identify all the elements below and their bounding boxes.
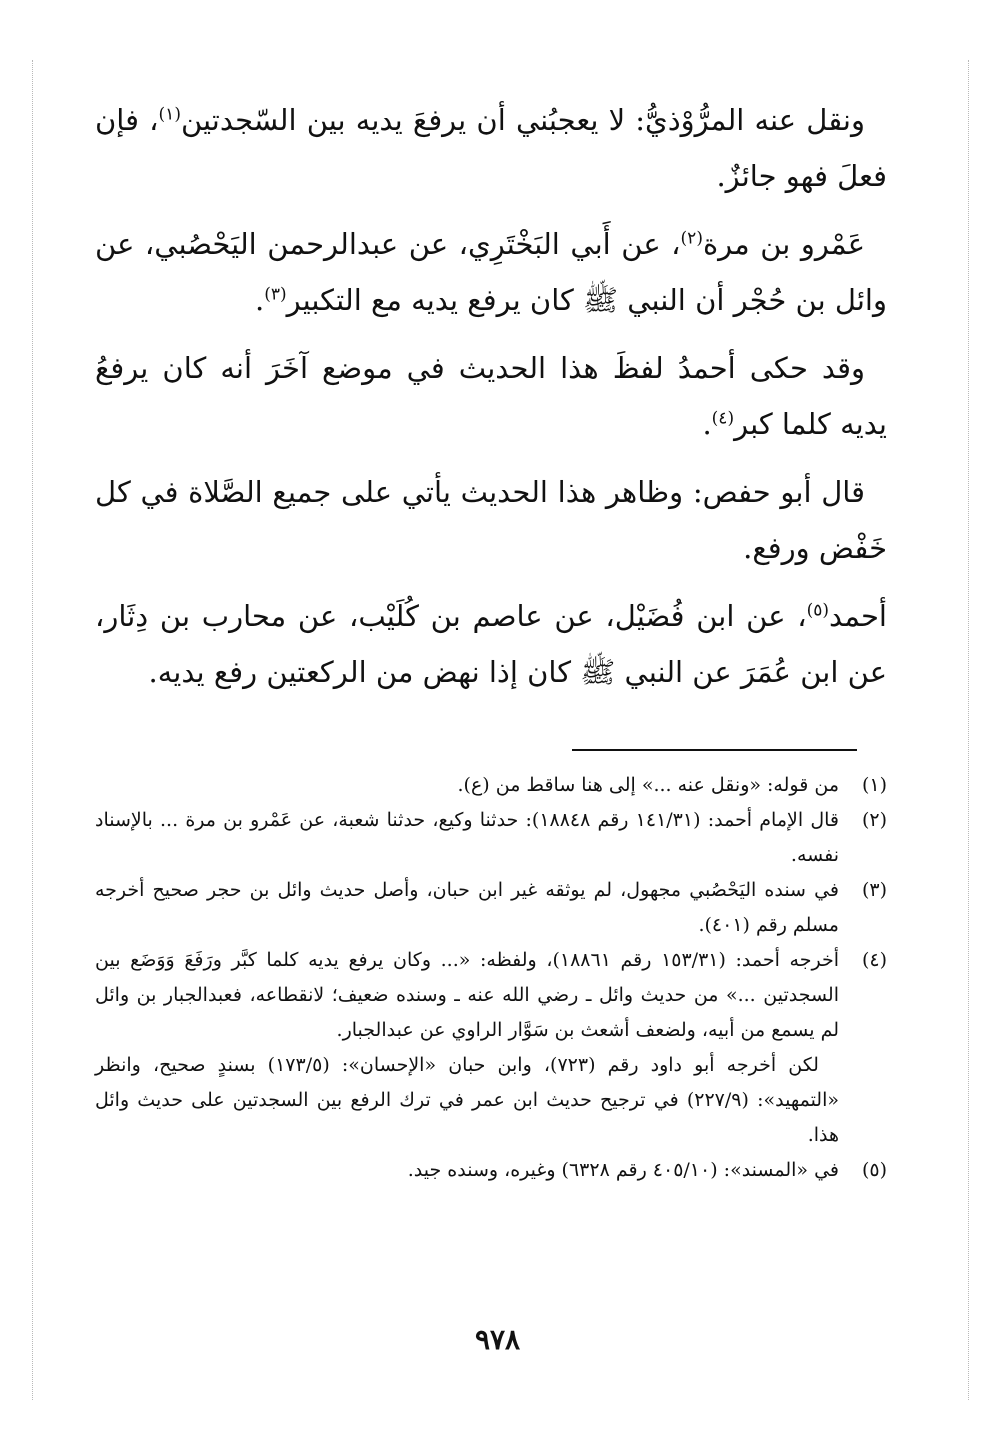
footnote-text: قال الإمام أحمد: (١٤١/٣١ رقم ١٨٨٤٨): حدثنا وكيع، حدثنا شعبة، عن عَمْرو بن مرة ... بالإسناد نفسه.	[95, 809, 840, 866]
footnote-number: (٥)	[861, 1159, 887, 1181]
footnote-text: في سنده اليَحْصُبي مجهول، لم يوثقه غير ابن حبان، وأصل حديث وائل بن حجر صحيح أخرجه مسلم رقم (٤٠١).	[95, 879, 839, 936]
scan-edge-right	[968, 60, 969, 1400]
paragraph-5	[95, 588, 887, 700]
paragraph-2-middle: ، عن أَبي البَخْتَرِي، عن عبدالرحمن اليَحْصُبي، عن وائل بن حُجْر أن النبي ﷺ كان يرفع يديه مع التكبير	[95, 227, 887, 317]
footnote-3	[95, 873, 887, 943]
footnote-4	[95, 943, 887, 1048]
footnote-ref-2: (٢)	[680, 228, 703, 249]
paragraph-4-text: قال أبو حفص: وظاهر هذا الحديث يأتي على جميع الصَّلاة في كل خَفْض ورفع.	[95, 475, 887, 565]
footnote-text: من قوله: «ونقل عنه ...» إلى هنا ساقط من (ع).	[457, 774, 839, 796]
paragraph-1	[95, 92, 887, 204]
footnote-number: (٢)	[861, 809, 887, 831]
paragraph-4	[95, 464, 887, 576]
paragraph-3	[95, 340, 887, 452]
footnote-ref-3: (٣)	[264, 284, 287, 305]
footnote-number: (٣)	[861, 879, 887, 901]
footnote-number: (٤)	[861, 949, 887, 971]
paragraph-3-tail: .	[702, 407, 712, 441]
paragraph-1-tail: ، فإن فعلَ فهو جائزٌ.	[95, 103, 887, 193]
paragraph-2-text: عَمْرو بن مرة	[702, 227, 865, 261]
paragraph-3-text: وقد حكى أحمدُ لفظَ هذا الحديث في موضع آخَرَ أنه كان يرفعُ يديه كلما كبر	[95, 351, 887, 441]
footnote-text: في «المسند»: (٤٠٥/١٠ رقم ٦٣٢٨) وغيره، وسنده جيد.	[407, 1159, 839, 1181]
page-number: ٩٧٨	[474, 1323, 521, 1356]
paragraph-2	[95, 216, 887, 328]
scan-edge-left	[32, 60, 33, 1400]
footnote-number: (١)	[861, 774, 887, 796]
footnote-text: أخرجه أحمد: (١٥٣/٣١ رقم ١٨٨٦١)، ولفظه: «... وكان يرفع يديه كلما كبَّر ورَفَعَ وَوَضَع بين السجدتين ...» من حديث وائل ـ رضي الله عنه ـ وسنده ضعيف؛ لانقطاعه، فعبدالجبار بن وائل لم يسمع من أبيه، ولضعف أشعث بن سَوَّار الراوي عن عبدالجبار.	[95, 949, 839, 1041]
footnote-5	[95, 1153, 887, 1188]
footnotes	[95, 768, 887, 1188]
footnote-ref-1: (١)	[158, 104, 181, 125]
footnote-ref-5: (٥)	[806, 600, 830, 621]
paragraph-5-tail: ، عن ابن فُضَيْل، عن عاصم بن كُلَيْب، عن محارب بن دِثَار، عن ابن عُمَرَ عن النبي ﷺ كان إذا نهض من الركعتين رفع يديه.	[95, 599, 887, 689]
footnote-2	[95, 803, 887, 873]
footnote-ref-4: (٤)	[711, 408, 735, 429]
paragraph-1-text: ونقل عنه المرُّوْذيُّ: لا يعجبُني أن يرفعَ يديه بين السّجدتين	[180, 103, 865, 137]
footnote-4-continuation: لكن أخرجه أبو داود رقم (٧٢٣)، وابن حبان «الإحسان»: (١٧٣/٥) بسندٍ صحيح، وانظر «التمهيد»: (٢٢٧/٩) في ترجيح حديث ابن عمر في ترك الرفع بين السجدتين على حديث وائل هذا.	[95, 1054, 839, 1146]
paragraph-5-text: أحمد	[829, 599, 887, 633]
paragraph-2-tail: .	[254, 283, 265, 317]
footnote-1	[95, 768, 887, 803]
footnote-separator	[572, 749, 857, 751]
main-text	[95, 92, 887, 712]
